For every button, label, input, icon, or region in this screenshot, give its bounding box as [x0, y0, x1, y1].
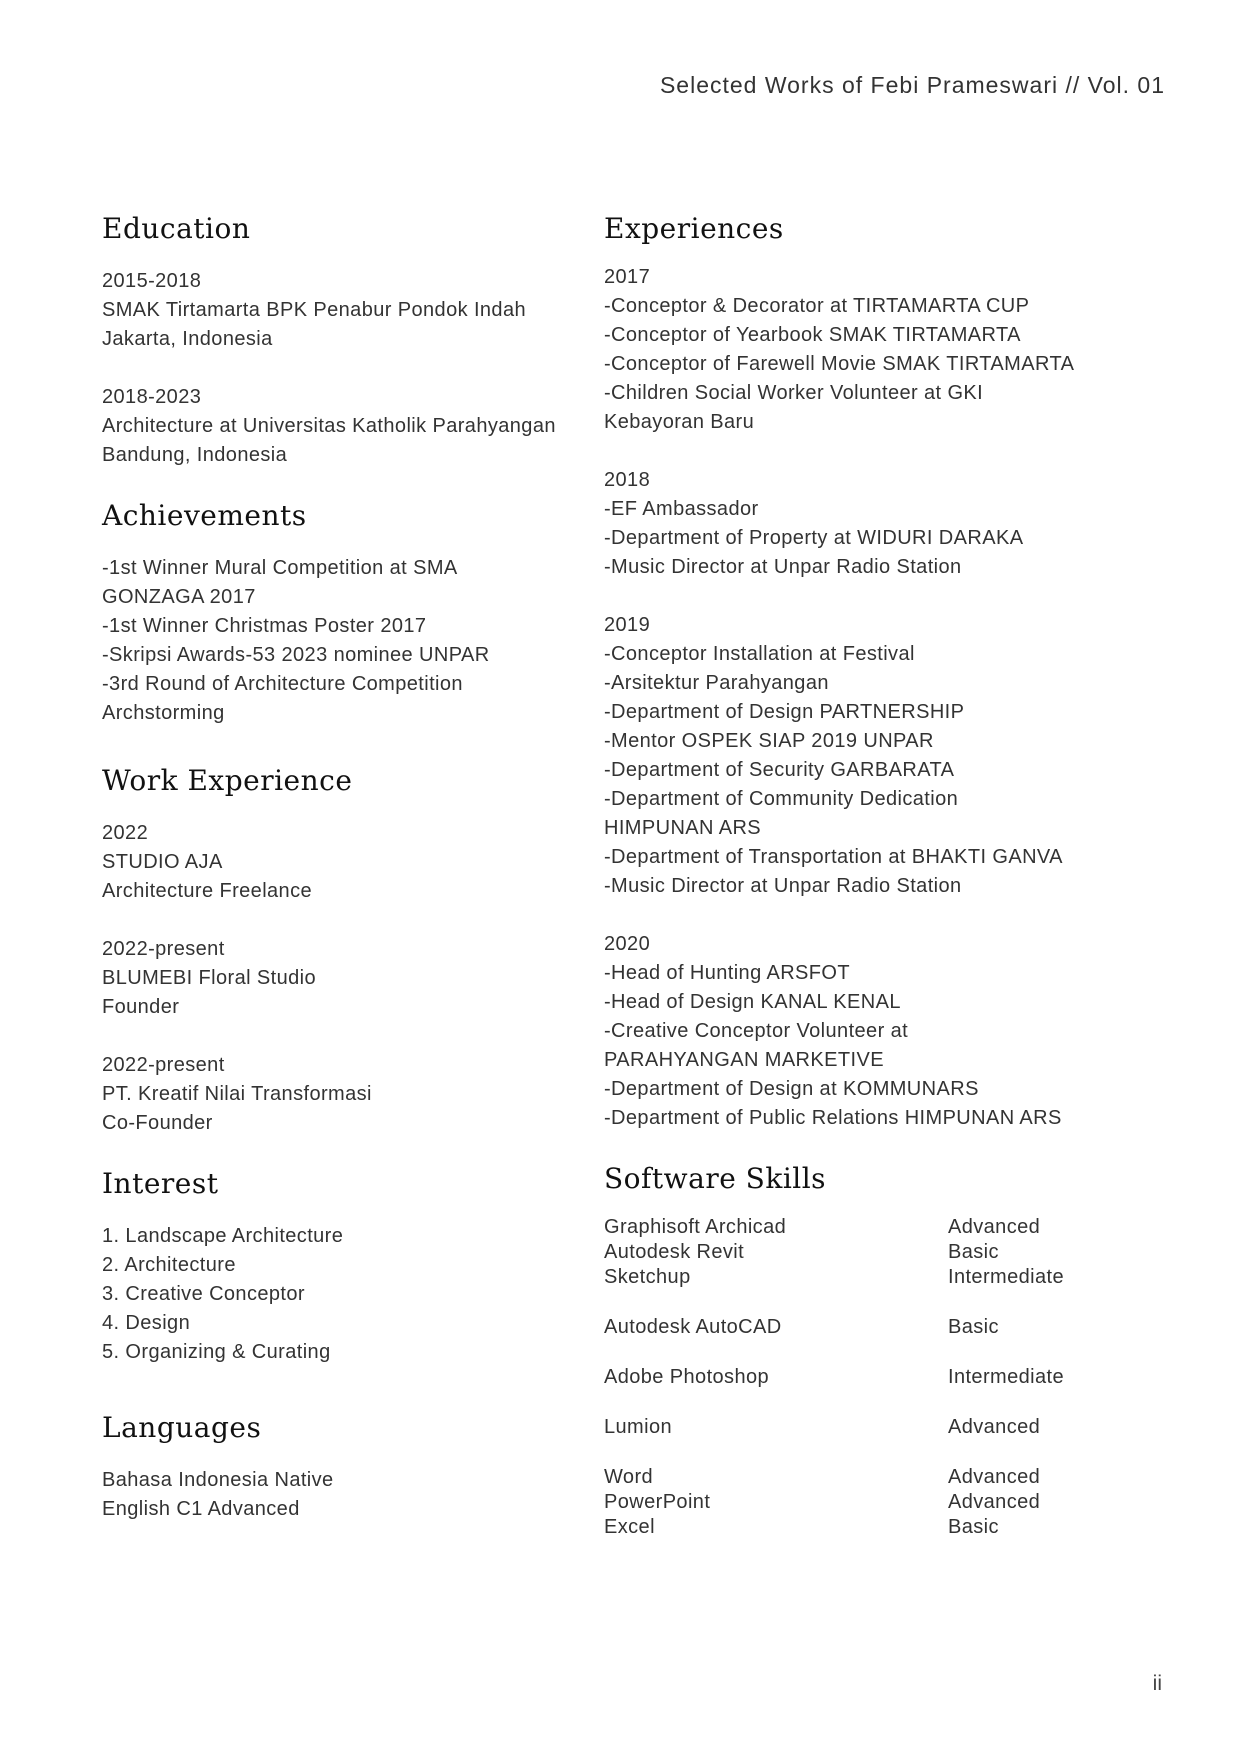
entry-line: 2022	[102, 822, 149, 844]
entry-line: Architecture Freelance	[102, 880, 313, 902]
entry-line: -Conceptor of Yearbook SMAK TIRTAMARTA	[604, 324, 1021, 346]
section-title: Software Skills	[604, 1162, 827, 1195]
entry-line: PARAHYANGAN MARKETIVE	[604, 1049, 884, 1071]
entry-line: -Conceptor of Farewell Movie SMAK TIRTAMARTA	[604, 353, 1075, 375]
entry-block	[102, 819, 592, 906]
section-title: Interest	[102, 1167, 219, 1200]
skill-name: Adobe Photoshop	[604, 1366, 770, 1388]
skill-row	[604, 1215, 1164, 1240]
entry-line: -Arsitektur Parahyangan	[604, 672, 829, 694]
entry-line: 2018-2023	[102, 386, 202, 408]
skill-level: Intermediate	[948, 1366, 1064, 1388]
achievements-section	[102, 499, 592, 728]
interest-section	[102, 1167, 592, 1367]
section-title: Education	[102, 212, 251, 245]
skill-name: Word	[604, 1466, 654, 1488]
list-item: GONZAGA 2017	[102, 586, 256, 608]
list-item: -Skripsi Awards-53 2023 nominee UNPAR	[102, 644, 490, 666]
software-skills-table	[604, 1215, 1164, 1540]
skill-level: Advanced	[948, 1466, 1041, 1488]
languages-list	[102, 1466, 592, 1524]
skill-level: Basic	[948, 1241, 999, 1263]
skill-level: Advanced	[948, 1416, 1041, 1438]
entry-block	[604, 930, 1184, 1133]
entry-line: -Department of Property at WIDURI DARAKA	[604, 527, 1024, 549]
entry-line: -Department of Design PARTNERSHIP	[604, 701, 965, 723]
section-title: Achievements	[102, 499, 307, 532]
entry-line: Bandung, Indonesia	[102, 444, 288, 466]
skill-name: Excel	[604, 1516, 655, 1538]
skill-group	[604, 1315, 1164, 1340]
entry-line: -Conceptor Installation at Festival	[604, 643, 915, 665]
achievements-list	[102, 554, 592, 728]
skill-name: Autodesk AutoCAD	[604, 1316, 782, 1338]
entry-line: 2022-present	[102, 1054, 225, 1076]
entry-line: STUDIO AJA	[102, 851, 223, 873]
page-number: ii	[1152, 1672, 1162, 1695]
list-item: 1. Landscape Architecture	[102, 1225, 344, 1247]
languages-section	[102, 1411, 592, 1524]
list-item: 4. Design	[102, 1312, 191, 1334]
entry-line: 2020	[604, 933, 651, 955]
entry-line: -Children Social Worker Volunteer at GKI	[604, 382, 984, 404]
list-item: -1st Winner Mural Competition at SMA	[102, 557, 458, 579]
entry-line: Jakarta, Indonesia	[102, 328, 273, 350]
entry-line: -Department of Security GARBARATA	[604, 759, 955, 781]
entry-line: BLUMEBI Floral Studio	[102, 967, 317, 989]
entry-line: 2018	[604, 469, 651, 491]
list-item: 3. Creative Conceptor	[102, 1283, 305, 1305]
entry-line: -Conceptor & Decorator at TIRTAMARTA CUP	[604, 295, 1030, 317]
skill-row	[604, 1490, 1164, 1515]
skill-group	[604, 1465, 1164, 1540]
skill-row	[604, 1240, 1164, 1265]
entry-line: Architecture at Universitas Katholik Parahyangan	[102, 415, 556, 437]
skill-level: Advanced	[948, 1491, 1041, 1513]
entry-line: -Music Director at Unpar Radio Station	[604, 556, 962, 578]
work-experience-section	[102, 764, 592, 1138]
skill-level: Intermediate	[948, 1266, 1064, 1288]
skill-level: Basic	[948, 1516, 999, 1538]
skill-group	[604, 1415, 1164, 1440]
entry-line: Co-Founder	[102, 1112, 213, 1134]
list-item: 2. Architecture	[102, 1254, 236, 1276]
entry-block	[604, 263, 1184, 437]
skill-name: Graphisoft Archicad	[604, 1216, 787, 1238]
skill-level: Basic	[948, 1316, 999, 1338]
entry-block	[102, 935, 592, 1022]
education-list	[102, 267, 592, 470]
entry-block	[102, 1051, 592, 1138]
page-header: Selected Works of Febi Prameswari // Vol. 01	[659, 72, 1165, 98]
right-column	[604, 212, 1184, 1576]
skill-level: Advanced	[948, 1216, 1041, 1238]
entry-line: 2022-present	[102, 938, 225, 960]
skill-row	[604, 1265, 1164, 1290]
entry-line: 2019	[604, 614, 651, 636]
skill-row	[604, 1415, 1164, 1440]
skill-name: Sketchup	[604, 1266, 691, 1288]
skill-name: Autodesk Revit	[604, 1241, 745, 1263]
section-title: Work Experience	[102, 764, 353, 797]
entry-block	[102, 383, 592, 470]
skill-group	[604, 1215, 1164, 1290]
entry-block	[604, 466, 1184, 582]
entry-line: Founder	[102, 996, 180, 1018]
entry-block	[102, 267, 592, 354]
entry-line: Kebayoran Baru	[604, 411, 755, 433]
education-section	[102, 212, 592, 470]
entry-line: 2015-2018	[102, 270, 202, 292]
section-title: Languages	[102, 1411, 262, 1444]
entry-line: PT. Kreatif Nilai Transformasi	[102, 1083, 372, 1105]
skill-row	[604, 1315, 1164, 1340]
section-title: Experiences	[604, 212, 784, 245]
experiences-list	[604, 263, 1184, 1133]
list-item: Bahasa Indonesia Native	[102, 1469, 334, 1491]
entry-line: HIMPUNAN ARS	[604, 817, 762, 839]
entry-line: -Department of Public Relations HIMPUNAN ARS	[604, 1107, 1062, 1129]
experiences-section	[604, 212, 1184, 1133]
list-item: English C1 Advanced	[102, 1498, 300, 1520]
entry-line: -Department of Design at KOMMUNARS	[604, 1078, 979, 1100]
list-item: Archstorming	[102, 702, 225, 724]
interest-list	[102, 1222, 592, 1367]
work-experience-list	[102, 819, 592, 1138]
entry-line: -Mentor OSPEK SIAP 2019 UNPAR	[604, 730, 934, 752]
list-item: 5. Organizing & Curating	[102, 1341, 331, 1363]
entry-block	[604, 611, 1184, 901]
list-item: -1st Winner Christmas Poster 2017	[102, 615, 427, 637]
entry-line: -Department of Community Dedication	[604, 788, 959, 810]
entry-line: -Head of Hunting ARSFOT	[604, 962, 850, 984]
entry-line: -EF Ambassador	[604, 498, 759, 520]
entry-line: SMAK Tirtamarta BPK Penabur Pondok Indah	[102, 299, 526, 321]
skill-row	[604, 1515, 1164, 1540]
skill-group	[604, 1365, 1164, 1390]
skill-row	[604, 1365, 1164, 1390]
entry-line: -Music Director at Unpar Radio Station	[604, 875, 962, 897]
list-item: -3rd Round of Architecture Competition	[102, 673, 463, 695]
entry-line: -Head of Design KANAL KENAL	[604, 991, 901, 1013]
entry-line: -Creative Conceptor Volunteer at	[604, 1020, 909, 1042]
skill-name: PowerPoint	[604, 1491, 711, 1513]
software-skills-section	[604, 1162, 1184, 1540]
skill-name: Lumion	[604, 1416, 672, 1438]
entry-line: -Department of Transportation at BHAKTI GANVA	[604, 846, 1063, 868]
entry-line: 2017	[604, 266, 651, 288]
skill-row	[604, 1465, 1164, 1490]
left-column	[102, 212, 592, 1560]
